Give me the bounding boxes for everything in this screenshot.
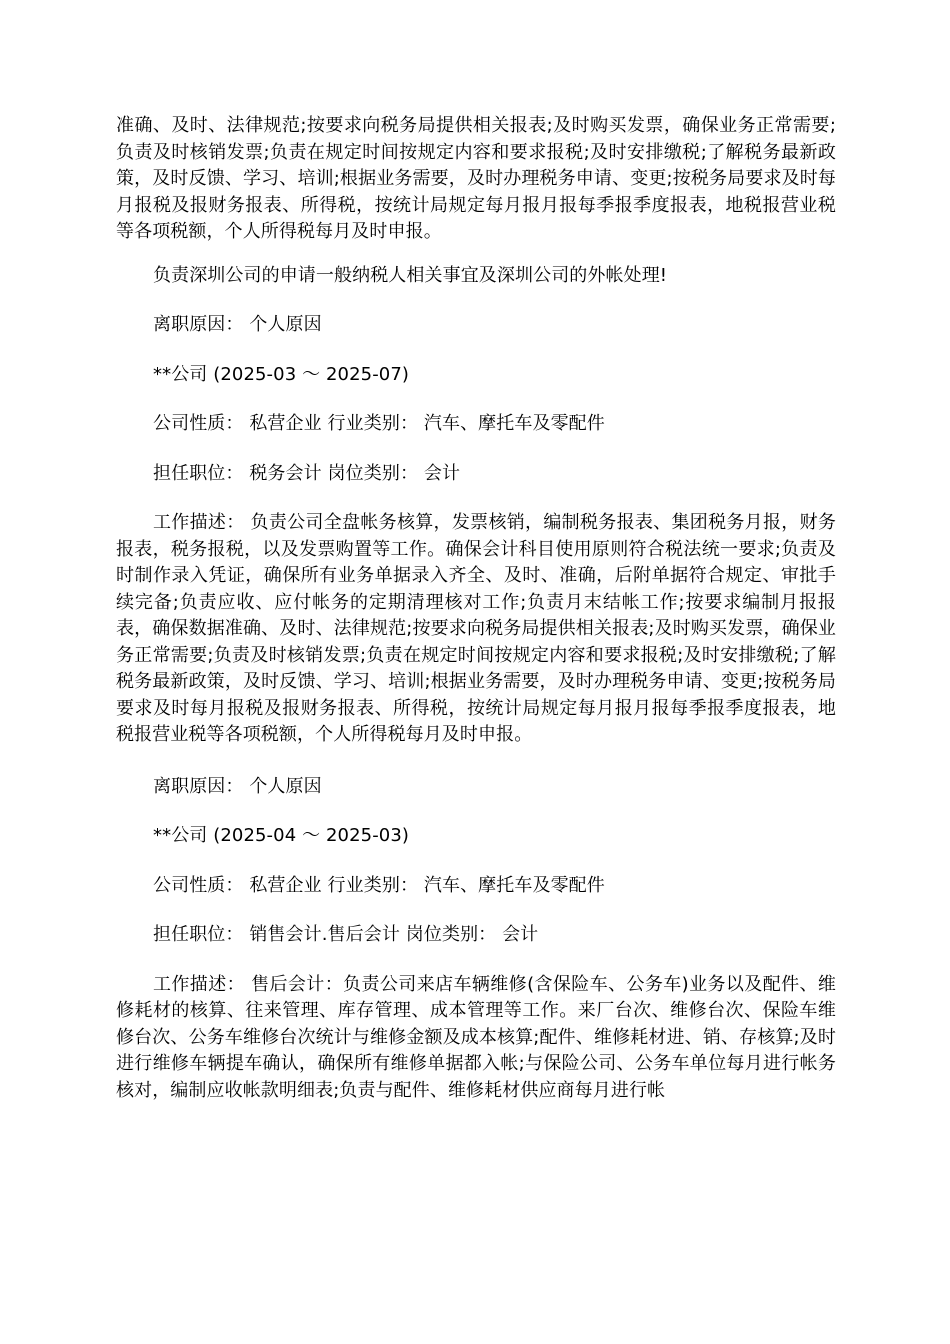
paragraph-tax-duties-continued: 准确、及时、法律规范;按要求向税务局提供相关报表;及时购买发票，确保业务正常需要;负责及时核销发票;负责在规定时间按规定内容和要求报税;及时安排缴税;了解税务最新政策，及时反馈、学习、培训;根据业务需要，及时办理税务申请、变更;按税务局要求及时每月报税及报财务报表、所得税，按统计局规定每月报月报每季报季度报表，地税报营业税等各项税额，个人所得税每月及时申报。 [116,115,836,242]
paragraph-shenzhen-duties: 负责深圳公司的申请一般纳税人相关事宜及深圳公司的外帐处理! [153,264,668,286]
document-body [116,113,836,1104]
leave-reason-1: 离职原因： 个人原因 [153,314,322,335]
company-nature-2: 公司性质： 私营企业 行业类别： 汽车、摩托车及零配件 [153,874,605,896]
company-period-1: **公司 (2025-03 ～ 2025-07) [153,363,410,385]
position-2: 担任职位： 销售会计.售后会计 岗位类别： 会计 [153,924,539,945]
job-description-2: 工作描述： 售后会计：负责公司来店车辆维修(含保险车、公务车)业务以及配件、维修耗材的核算、往来管理、库存管理、成本管理等工作。来厂台次、维修台次、保险车维修台次、公务车维修台次统计与维修金额及成本核算;配件、维修耗材进、销、存核算;及时进行维修车辆提车确认，确保所有维修单据都入帐;与保险公司、公务车单位每月进行帐务核对，编制应收帐款明细表;负责与配件、维修耗材供应商每月进行帐 [116,973,836,1101]
position-1: 担任职位： 税务会计 岗位类别： 会计 [153,462,461,484]
job-description-1: 工作描述： 负责公司全盘帐务核算，发票核销，编制税务报表、集团税务月报，财务报表，税务报税，以及发票购置等工作。确保会计科目使用原则符合税法统一要求;负责及时制作录入凭证，确保所有业务单据录入齐全、及时、准确，后附单据符合规定、审批手续完备;负责应收、应付帐务的定期清理核对工作;负责月末结帐工作;按要求编制月报报表，确保数据准确、及时、法律规范;按要求向税务局提供相关报表;及时购买发票，确保业务正常需要;负责及时核销发票;负责在规定时间按规定内容和要求报税;及时安排缴税;了解税务最新政策，及时反馈、学习、培训;根据业务需要，及时办理税务申请、变更;按税务局要求及时每月报税及报财务报表、所得税，按统计局规定每月报月报每季报季度报表，地税报营业税等各项税额，个人所得税每月及时申报。 [116,512,836,745]
leave-reason-2: 离职原因： 个人原因 [153,775,322,797]
company-nature-1: 公司性质： 私营企业 行业类别： 汽车、摩托车及零配件 [153,413,605,434]
company-period-2: **公司 (2025-04 ～ 2025-03) [153,825,410,846]
